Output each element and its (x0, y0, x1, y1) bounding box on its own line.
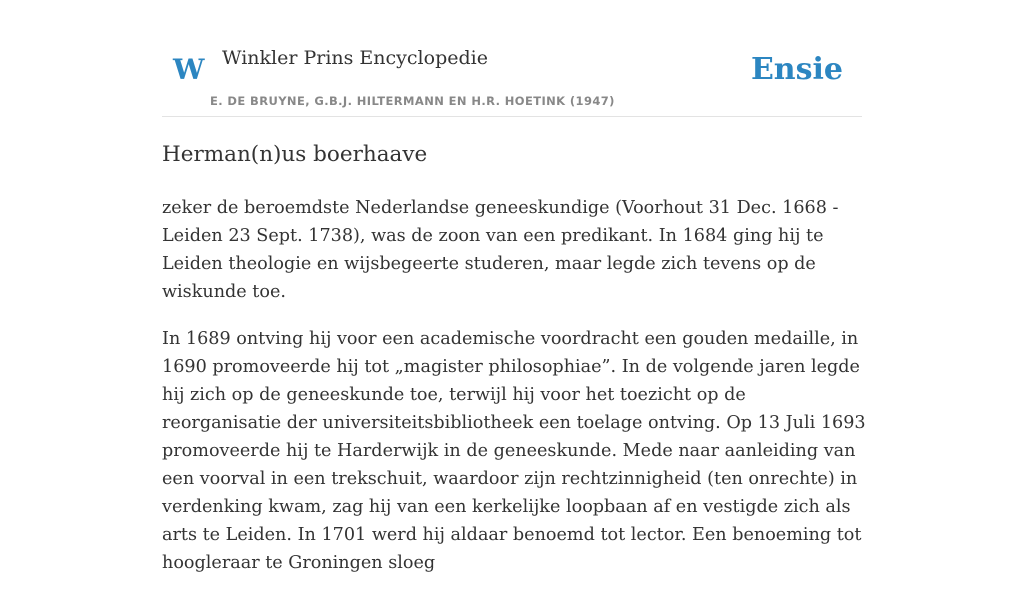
ensie-brand-link[interactable]: Ensie (750, 52, 843, 87)
site-logo-icon[interactable]: W (173, 53, 205, 86)
encyclopedia-title-link[interactable]: Winkler Prins Encyclopedie (222, 47, 488, 69)
article-paragraph: zeker de beroemdste Nederlandse geneeskundige (Voorhout 31 Dec. 1668 - Leiden 23 Sept. 1738), was de zoon van een predikant. In 1684 ging hij te Leiden theologie en wijsbegeerte studeren, maar legde zich tevens op de wiskunde toe. (162, 198, 839, 302)
encyclopedia-authors: E. DE BRUYNE, G.B.J. HILTERMANN EN H.R. HOETINK (1947) (210, 94, 615, 108)
article-title: Herman(n)us boerhaave (162, 142, 428, 167)
article-paragraph: In 1689 ontving hij voor een academische voordracht een gouden medaille, in 1690 promoveerde hij tot „magister philosophiae”. In de volgende jaren legde hij zich op de geneeskunde toe, terwijl hij voor het toezicht op de reorganisatie der universiteitsbibliotheek een toelage ontving. Op 13 Juli 1693 promoveerde hij te Harderwijk in de geneeskunde. Mede naar aanleiding van een voorval in een trekschuit, waardoor zijn rechtzinnigheid (ten onrechte) in verdenking kwam, zag hij van een kerkelijke loopbaan af en vestigde zich als arts te Leiden. In 1701 werd hij aldaar benoemd tot lector. Een benoeming tot hoogleraar te Groningen sloeg (162, 329, 866, 573)
site-header (162, 0, 862, 117)
article (162, 140, 866, 596)
